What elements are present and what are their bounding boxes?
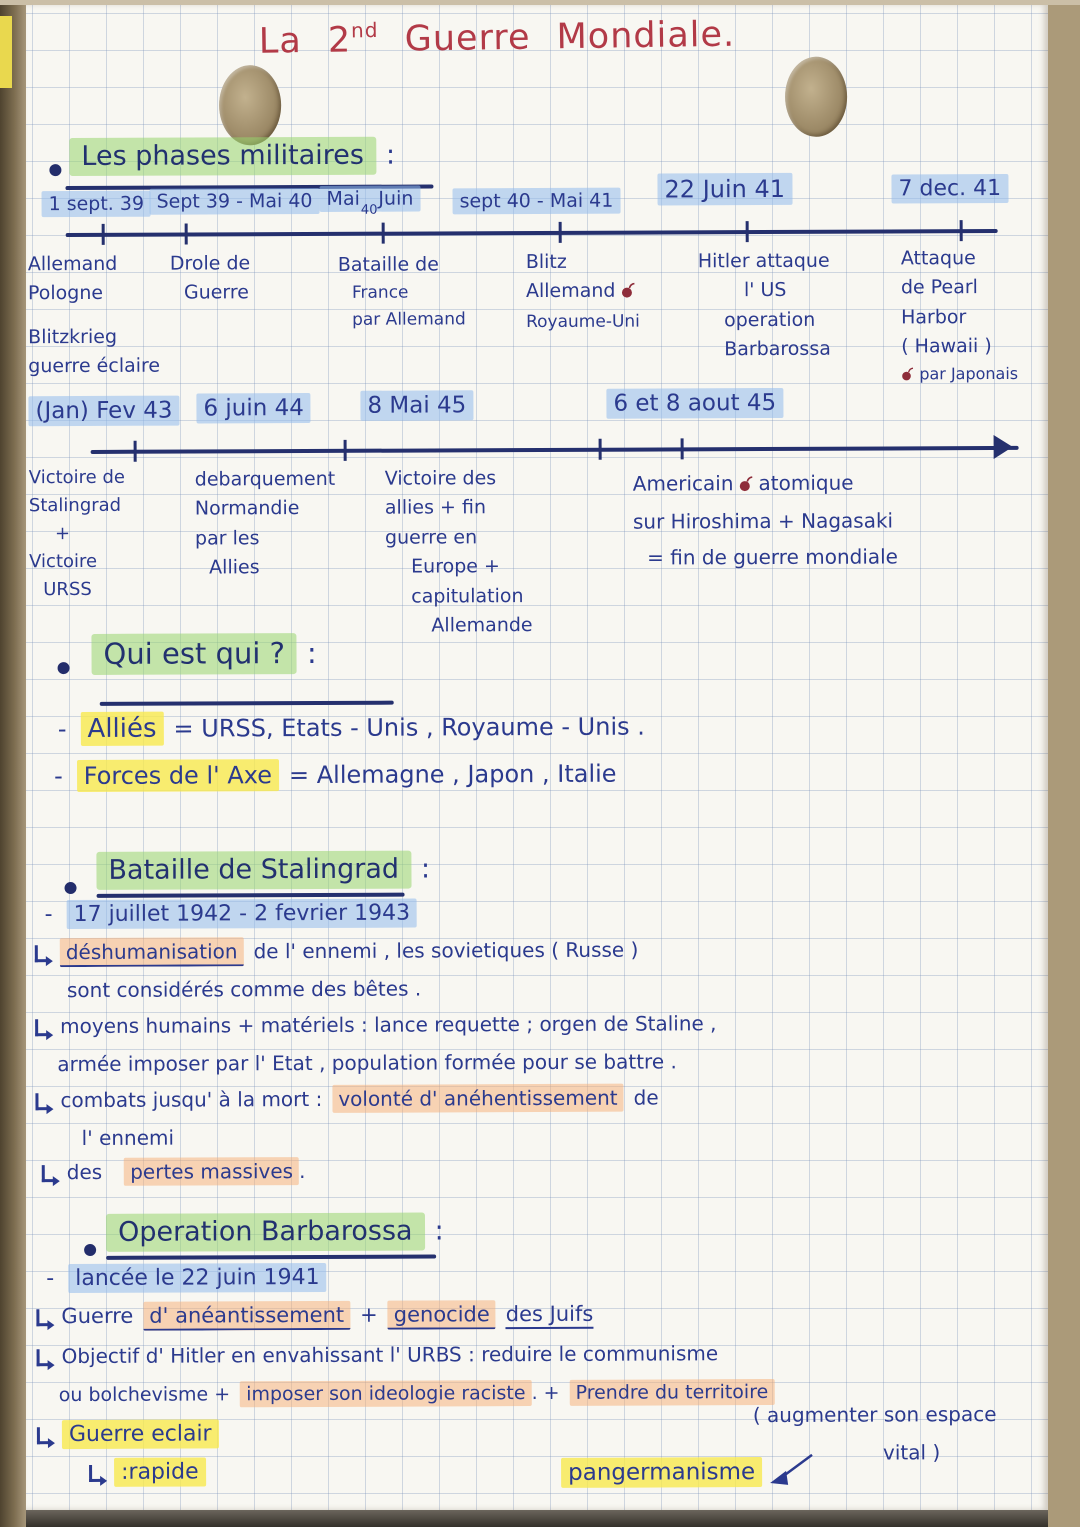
timeline1-event-col-4: Blitz Allemand Royaume-Uni xyxy=(525,250,640,332)
stalingrad-bullet-4: des pertes massives . xyxy=(42,1159,306,1184)
timeline1-event-col-6: Attaque de Pearl Harbor ( Hawaii ) par Japonais xyxy=(901,244,1018,389)
timeline1-tick-6 xyxy=(960,220,963,241)
section-heading-barbarossa xyxy=(106,1212,444,1251)
barbarossa-bullet-2: Objectif d' Hitler en envahissant l' URBS : reduire le communisme xyxy=(37,1341,719,1368)
barbarossa-bullet-1: Guerre d' anéantissement + genocide des Juifs xyxy=(36,1302,593,1328)
qui-heading-colon: : xyxy=(306,635,317,671)
title-post: Guerre Mondiale. xyxy=(378,14,736,60)
qui-row-allies: - Alliés = URSS, Etats - Unis , Royaume - Unis . xyxy=(58,712,645,745)
axe-term: Forces de l' Axe xyxy=(77,759,279,792)
qui-heading-underline xyxy=(100,701,394,706)
timeline1-event-col-1: Allemand Pologne Blitzkrieg guerre éclaire xyxy=(27,252,161,378)
elbow-arrow-icon xyxy=(42,1165,56,1182)
barbarossa-date: lancée le 22 juin 1941 xyxy=(68,1263,327,1293)
stalingrad-bullet-3-line2: l' ennemi xyxy=(81,1125,175,1151)
bomb-icon xyxy=(901,364,914,389)
bomb-icon xyxy=(620,279,635,309)
timeline1-date-6: 7 dec. 41 xyxy=(891,176,1008,202)
title-pre: La 2 xyxy=(258,20,352,62)
stalingrad-heading-highlight: Bataille de Stalingrad xyxy=(96,851,411,890)
section-heading-stalingrad xyxy=(96,850,430,889)
stalingrad-bullet-3: combats jusqu' à la mort : volonté d' anéhentissement de xyxy=(35,1085,658,1112)
barbarossa-note-line1: ( augmenter son espace xyxy=(752,1402,997,1428)
timeline1-date-2: Sept 39 - Mai 40 xyxy=(149,190,319,213)
elbow-arrow-icon xyxy=(89,1465,103,1482)
section-bullet-stalingrad xyxy=(65,882,77,894)
timeline1-date-1: 1 sept. 39 xyxy=(42,193,152,215)
section-bullet-qui xyxy=(58,662,70,674)
hole-punch-right xyxy=(785,57,847,137)
barbarossa-heading-underline xyxy=(106,1254,436,1259)
qui-heading-highlight: Qui est qui ? xyxy=(91,633,297,675)
phases-heading-highlight: Les phases militaires xyxy=(69,137,376,176)
elbow-arrow-icon xyxy=(37,1349,51,1366)
barbarossa-bullet-2-line2: ou bolchevisme + imposer son ideologie raciste . + Prendre du territoire xyxy=(59,1381,775,1406)
timeline1-tick-1 xyxy=(102,224,105,245)
stalingrad-bullet-2: moyens humains + matériels : lance requette ; orgen de Staline , xyxy=(35,1011,716,1038)
elbow-arrow-icon xyxy=(35,1093,49,1110)
section-heading-phases xyxy=(69,137,395,176)
timeline2-tick-4 xyxy=(681,438,684,459)
timeline1-tick-3 xyxy=(382,223,385,244)
stalingrad-bullet-2-line2: armée imposer par l' Etat , population formée pour se battre . xyxy=(57,1049,677,1077)
timeline1-tick-5 xyxy=(746,221,749,242)
timeline2-event-col-1: Victoire de Stalingrad + Victoire URSS xyxy=(28,466,125,600)
elbow-arrow-icon xyxy=(36,1309,50,1326)
timeline1-line xyxy=(66,229,998,237)
timeline1-tick-2 xyxy=(185,224,188,245)
elbow-arrow-icon xyxy=(37,1427,51,1444)
timeline2-event-col-4: Americain atomique sur Hiroshima + Nagasaki = fin de guerre mondiale xyxy=(633,464,898,575)
barbarossa-heading-highlight: Operation Barbarossa xyxy=(106,1213,425,1252)
section-bullet-phases xyxy=(49,164,61,176)
timeline2-line xyxy=(91,446,1019,454)
elbow-arrow-icon xyxy=(35,945,49,962)
timeline2-event-col-3: Victoire des allies + fin guerre en Europe + capitulation Allemande xyxy=(384,467,533,637)
timeline2-date-4: 6 et 8 aout 45 xyxy=(606,390,783,417)
timeline2-arrowhead-icon xyxy=(994,435,1025,459)
barbarossa-note-line2: vital ) xyxy=(882,1440,941,1465)
elbow-arrow-icon xyxy=(35,1019,49,1036)
allies-term: Alliés xyxy=(80,712,163,746)
hole-punch-left xyxy=(219,65,281,145)
timeline2-tick-1 xyxy=(134,441,137,462)
timeline1-event-col-3: Bataille de France par Allemand xyxy=(337,253,466,330)
barbarossa-heading-colon: : xyxy=(434,1215,444,1247)
timeline2-tick-2 xyxy=(344,440,347,461)
timeline1-tick-4 xyxy=(559,222,562,243)
timeline1-date-5: 22 Juin 41 xyxy=(657,175,792,204)
timeline1-date-3: Mai$_{40}$Juin xyxy=(319,188,420,218)
stalingrad-bullet-1-line2: sont considérés comme des bêtes . xyxy=(66,976,422,1003)
phases-heading-colon: : xyxy=(385,139,396,171)
section-heading-qui xyxy=(91,633,316,675)
pangermanisme-arrow-icon xyxy=(766,1451,814,1499)
timeline2-event-col-2: debarquement Normandie par les Allies xyxy=(194,467,336,579)
barbarossa-bullet-4: :rapide xyxy=(89,1459,206,1485)
timeline2-date-3: 8 Mai 45 xyxy=(360,392,473,418)
title-superscript: nd xyxy=(350,17,379,43)
stalingrad-bullet-1: déshumanisation de l' ennemi , les sovietiques ( Russe ) xyxy=(35,938,639,965)
pangermanisme-term: pangermanisme xyxy=(561,1457,762,1488)
stalingrad-heading-underline xyxy=(97,893,405,898)
stalingrad-date-row: - 17 juillet 1942 - 2 fevrier 1943 xyxy=(45,901,418,928)
page-title xyxy=(259,13,736,62)
section-bullet-barbarossa xyxy=(84,1244,96,1256)
timeline1-date-4: sept 40 - Mai 41 xyxy=(452,190,620,213)
stalingrad-heading-colon: : xyxy=(420,853,431,885)
timeline1-event-col-5: Hitler attaque l' US operation Barbarossa xyxy=(697,249,831,361)
timeline2-date-1: (Jan) Fev 43 xyxy=(28,398,179,425)
qui-row-axe: - Forces de l' Axe = Allemagne , Japon , Italie xyxy=(53,759,617,791)
pangermanisme-row xyxy=(561,1451,814,1500)
timeline2-date-2: 6 juin 44 xyxy=(196,395,311,421)
date-subscript: 40 xyxy=(360,202,378,218)
stalingrad-date: 17 juillet 1942 - 2 fevrier 1943 xyxy=(67,899,418,930)
timeline1-event-col-2: Drole de Guerre xyxy=(169,252,251,304)
bomb-icon xyxy=(738,467,753,503)
barbarossa-date-row: - lancée le 22 juin 1941 xyxy=(46,1265,326,1291)
timeline2-tick-3 xyxy=(599,439,602,460)
barbarossa-bullet-3: Guerre eclair xyxy=(37,1421,219,1447)
